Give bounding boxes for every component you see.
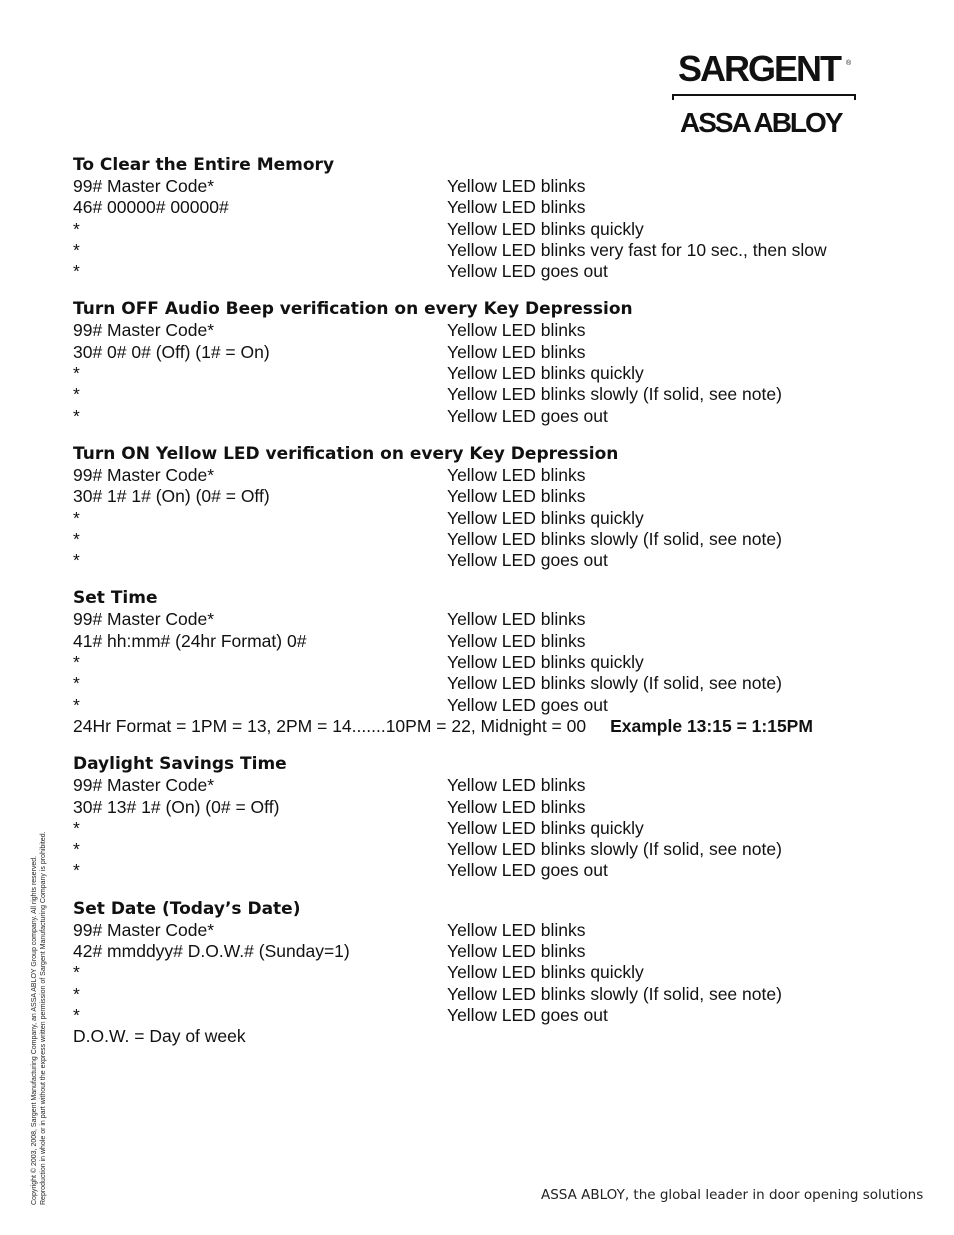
- step-result: Yellow LED blinks slowly (If solid, see note): [447, 983, 782, 1004]
- step-row: [73, 342, 873, 363]
- footer-tagline: ASSA ABLOY, the global leader in door opening solutions: [541, 1187, 924, 1203]
- step-result: Yellow LED blinks quickly: [447, 363, 644, 384]
- step-result: Yellow LED goes out: [447, 261, 608, 282]
- step-result: Yellow LED blinks: [447, 630, 586, 651]
- step-command: 46# 00000# 00000#: [73, 197, 229, 218]
- section: [73, 587, 873, 737]
- step-result: Yellow LED blinks: [447, 796, 586, 817]
- step-row: [73, 695, 873, 716]
- step-row: [73, 508, 873, 529]
- step-command: *: [73, 405, 80, 426]
- step-command: *: [73, 817, 80, 838]
- section-title: Set Date (Today’s Date): [73, 898, 301, 919]
- step-row: [73, 941, 873, 962]
- step-command: *: [73, 218, 80, 239]
- step-result: Yellow LED blinks: [447, 941, 586, 962]
- step-row: [73, 631, 873, 652]
- instructions: [73, 154, 873, 1064]
- step-result: Yellow LED goes out: [447, 860, 608, 881]
- step-result: Yellow LED blinks slowly (If solid, see note): [447, 528, 782, 549]
- copyright-line-1: Copyright © 2003, 2008, Sargent Manufacturing Company, an ASSA ABLOY Group company. All rights reserved.: [31, 855, 38, 1205]
- step-command: 30# 13# 1# (On) (0# = Off): [73, 796, 280, 817]
- section-title: Turn OFF Audio Beep verification on every Key Depression: [73, 299, 633, 320]
- section-title: Turn ON Yellow LED verification on every Key Depression: [73, 443, 619, 464]
- step-command: *: [73, 528, 80, 549]
- step-row: [73, 1005, 873, 1026]
- step-row: [73, 984, 873, 1005]
- section: [73, 753, 873, 881]
- step-row: [73, 920, 873, 941]
- step-result: Yellow LED goes out: [447, 694, 608, 715]
- step-result: Yellow LED blinks: [447, 919, 586, 940]
- step-row: [73, 529, 873, 550]
- step-row: [73, 219, 873, 240]
- step-result: Yellow LED blinks: [447, 176, 586, 196]
- step-command: 99# Master Code*: [73, 919, 215, 940]
- step-result: Yellow LED blinks slowly (If solid, see note): [447, 839, 782, 860]
- step-result: Yellow LED blinks slowly (If solid, see note): [447, 384, 782, 405]
- step-result: Yellow LED blinks slowly (If solid, see note): [447, 673, 782, 694]
- step-command: 41# hh:mm# (24hr Format) 0#: [73, 630, 307, 651]
- step-command: 99# Master Code*: [73, 464, 215, 485]
- logo-sargent: SARGENT: [678, 48, 841, 89]
- step-row: [73, 673, 873, 694]
- step-result: Yellow LED blinks: [447, 341, 586, 362]
- note-example: Example 13:15 = 1:15PM: [610, 715, 813, 736]
- step-command: *: [73, 673, 80, 694]
- step-row: [73, 775, 873, 796]
- brand-logo: [672, 50, 862, 140]
- step-row: [73, 176, 873, 197]
- step-command: 99# Master Code*: [73, 176, 215, 196]
- step-row: [73, 363, 873, 384]
- note-text: D.O.W. = Day of week: [73, 1026, 246, 1047]
- step-command: *: [73, 694, 80, 715]
- step-result: Yellow LED blinks: [447, 320, 586, 341]
- section: [73, 154, 873, 282]
- step-command: *: [73, 839, 80, 860]
- step-command: 99# Master Code*: [73, 775, 215, 796]
- step-row: [73, 240, 873, 261]
- step-row: [73, 818, 873, 839]
- step-row: [73, 465, 873, 486]
- step-result: Yellow LED blinks quickly: [447, 962, 644, 983]
- step-command: *: [73, 860, 80, 881]
- step-row: [73, 550, 873, 571]
- section-title: Set Time: [73, 588, 158, 609]
- step-command: *: [73, 239, 80, 260]
- section: [73, 443, 873, 571]
- section-note: [73, 1026, 873, 1047]
- logo-assa-abloy: ASSA ABLOY: [680, 107, 842, 138]
- step-command: 30# 1# 1# (On) (0# = Off): [73, 486, 270, 507]
- step-command: *: [73, 652, 80, 673]
- step-row: [73, 839, 873, 860]
- step-command: 42# mmddyy# D.O.W.# (Sunday=1): [73, 941, 350, 962]
- step-result: Yellow LED blinks: [447, 775, 586, 796]
- step-command: 99# Master Code*: [73, 320, 215, 341]
- step-command: *: [73, 1004, 80, 1025]
- section: [73, 298, 873, 426]
- section-title: To Clear the Entire Memory: [73, 155, 335, 175]
- step-command: *: [73, 962, 80, 983]
- step-command: *: [73, 983, 80, 1004]
- section-note: [73, 716, 873, 737]
- step-result: Yellow LED blinks: [447, 464, 586, 485]
- copyright-line-2: Reproduction in whole or in part without the express written permission of Sargent Manufacturing Company is prohibited.: [40, 831, 47, 1205]
- step-row: [73, 384, 873, 405]
- step-command: *: [73, 550, 80, 571]
- step-result: Yellow LED blinks quickly: [447, 817, 644, 838]
- step-row: [73, 486, 873, 507]
- step-row: [73, 197, 873, 218]
- step-row: [73, 261, 873, 282]
- step-row: [73, 406, 873, 427]
- step-command: *: [73, 261, 80, 282]
- step-result: Yellow LED goes out: [447, 550, 608, 571]
- step-command: *: [73, 363, 80, 384]
- step-row: [73, 860, 873, 881]
- step-result: Yellow LED blinks: [447, 609, 586, 630]
- step-result: Yellow LED goes out: [447, 405, 608, 426]
- step-result: Yellow LED goes out: [447, 1004, 608, 1025]
- step-result: Yellow LED blinks quickly: [447, 507, 644, 528]
- step-result: Yellow LED blinks very fast for 10 sec., then slow: [447, 239, 827, 260]
- section-title: Daylight Savings Time: [73, 754, 287, 775]
- logo-registered-mark: ®: [846, 60, 852, 67]
- step-command: *: [73, 384, 80, 405]
- copyright-notice: [30, 795, 48, 1205]
- step-row: [73, 320, 873, 341]
- step-result: Yellow LED blinks: [447, 197, 586, 218]
- step-command: *: [73, 507, 80, 528]
- note-text: 24Hr Format = 1PM = 13, 2PM = 14.......10PM = 22, Midnight = 00: [73, 715, 587, 736]
- step-command: 99# Master Code*: [73, 609, 215, 630]
- logo-bracket: [672, 94, 856, 100]
- step-row: [73, 652, 873, 673]
- step-row: [73, 962, 873, 983]
- section: [73, 898, 873, 1048]
- step-command: 30# 0# 0# (Off) (1# = On): [73, 341, 270, 362]
- step-result: Yellow LED blinks quickly: [447, 218, 644, 239]
- step-row: [73, 609, 873, 630]
- step-result: Yellow LED blinks quickly: [447, 652, 644, 673]
- step-row: [73, 797, 873, 818]
- step-result: Yellow LED blinks: [447, 486, 586, 507]
